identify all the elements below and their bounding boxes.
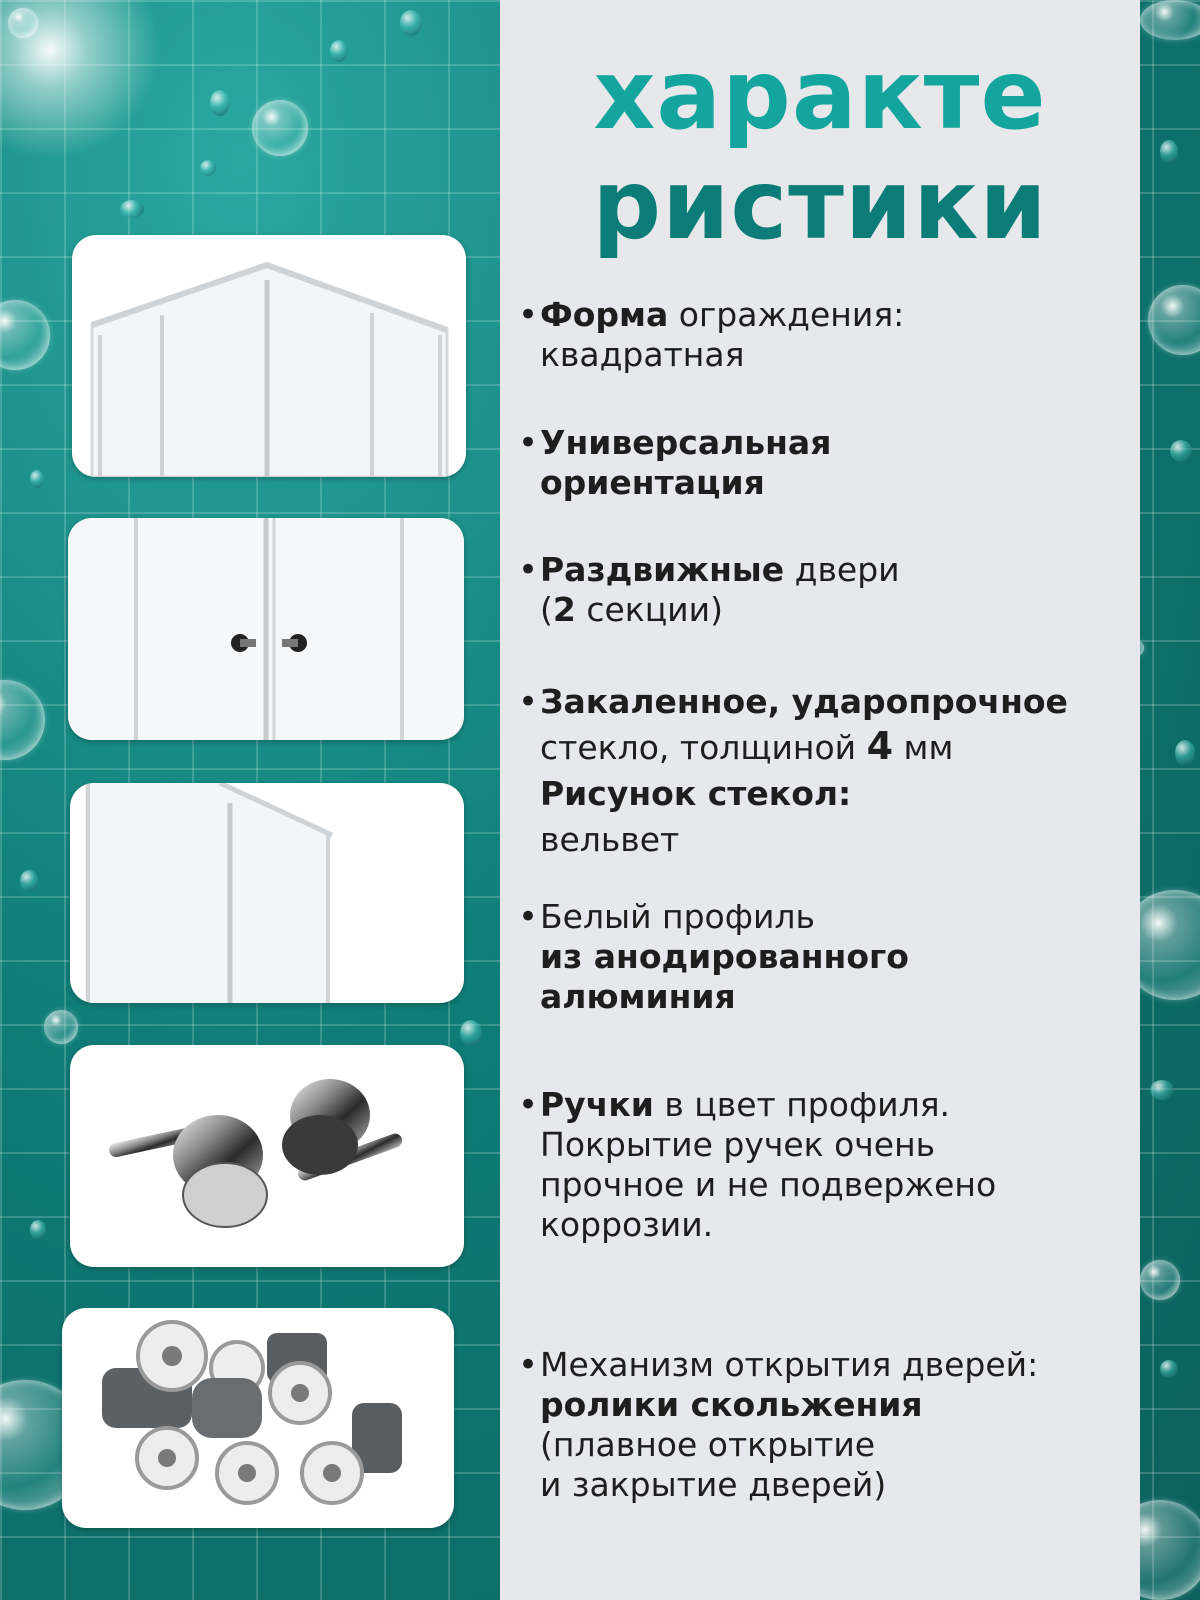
water-drop-icon [200,160,216,176]
feature-line2-post: секции) [575,590,723,629]
water-drop-icon [1160,140,1178,164]
feature-line2: ориентация [540,463,765,502]
feature-bold: Раздвижные [540,550,785,589]
feature-line1: Белый профиль [540,897,815,936]
feature-handles [518,1085,1128,1245]
water-drop-icon [460,1020,482,1046]
water-drop-icon [120,200,144,218]
feature-line2-bold: 2 [552,590,576,629]
water-drop-icon [30,470,44,488]
water-drop-icon [400,10,422,36]
thumb-rollers [62,1308,454,1528]
feature-line4: коррозии. [540,1205,714,1244]
water-drop-icon [30,1220,46,1240]
feature-mechanism [518,1345,1128,1505]
feature-profile [518,897,1128,1017]
feature-shape [518,295,1128,375]
water-drop-icon [1170,440,1192,462]
water-drop-icon [20,870,38,892]
thumb-chrome-handles [70,1045,464,1267]
feature-text: в цвет профиля. [653,1085,951,1124]
feature-line2: квадратная [540,335,745,374]
feature-line2-bold: 4 [866,724,894,768]
feature-line2: Покрытие ручек очень [540,1125,936,1164]
specs-panel [500,0,1140,1600]
bullet-icon: • [518,1345,539,1385]
bullet-icon: • [518,423,539,463]
feature-bold: Ручки [540,1085,654,1124]
title-line-2: ристики [592,149,1048,261]
bullet-icon: • [518,897,539,937]
water-drop-icon [1160,1360,1178,1378]
thumb-enclosure-profile [70,783,464,1003]
chrome-handles-image [70,1045,464,1267]
feature-line2: из анодированного [540,937,909,976]
bubble-icon [1148,285,1200,355]
bubble-icon [8,8,38,38]
bubble-icon [252,100,308,156]
bullet-icon: • [518,550,539,590]
feature-bold: Универсальная [540,423,832,462]
shower-enclosure-corner-image [72,235,466,477]
page-title [500,40,1140,260]
water-drop-icon [1150,1080,1174,1100]
feature-line3: прочное и не подвержено [540,1165,997,1204]
water-drop-icon [1175,740,1195,766]
bubble-icon [1140,0,1200,40]
thumb-enclosure-corner [72,235,466,477]
feature-doors [518,550,1128,630]
feature-text: двери [784,550,900,589]
feature-bold: Закаленное, ударопрочное [540,682,1068,721]
feature-line3: алюминия [540,977,736,1016]
feature-orientation [518,423,1128,503]
bullet-icon: • [518,682,539,722]
enclosure-profile-image [70,783,464,1003]
feature-line2-pre: стекло, толщиной [540,728,867,767]
feature-line3: Рисунок стекол: [540,774,852,813]
feature-line2-post: мм [893,728,954,767]
sliding-rollers-image [62,1308,454,1528]
bubble-icon [0,680,45,760]
feature-text: ограждения: [668,295,905,334]
feature-line4: и закрытие дверей) [540,1465,887,1504]
feature-line2: ролики скольжения [540,1385,923,1424]
feature-line2-pre: ( [540,590,553,629]
sliding-doors-handles-image [68,518,464,740]
bubble-icon [1140,1260,1180,1300]
feature-line4: вельвет [540,820,680,859]
water-drop-icon [210,90,230,116]
bullet-icon: • [518,295,539,335]
thumb-sliding-doors [68,518,464,740]
feature-bold: Форма [540,295,669,334]
title-line-1: характе [593,39,1047,151]
feature-glass [518,682,1128,860]
bullet-icon: • [518,1085,539,1125]
water-drop-icon [330,40,348,62]
feature-line1: Механизм открытия дверей: [540,1345,1039,1384]
feature-line3: (плавное открытие [540,1425,876,1464]
bubble-icon [44,1010,78,1044]
bubble-icon [0,300,50,370]
